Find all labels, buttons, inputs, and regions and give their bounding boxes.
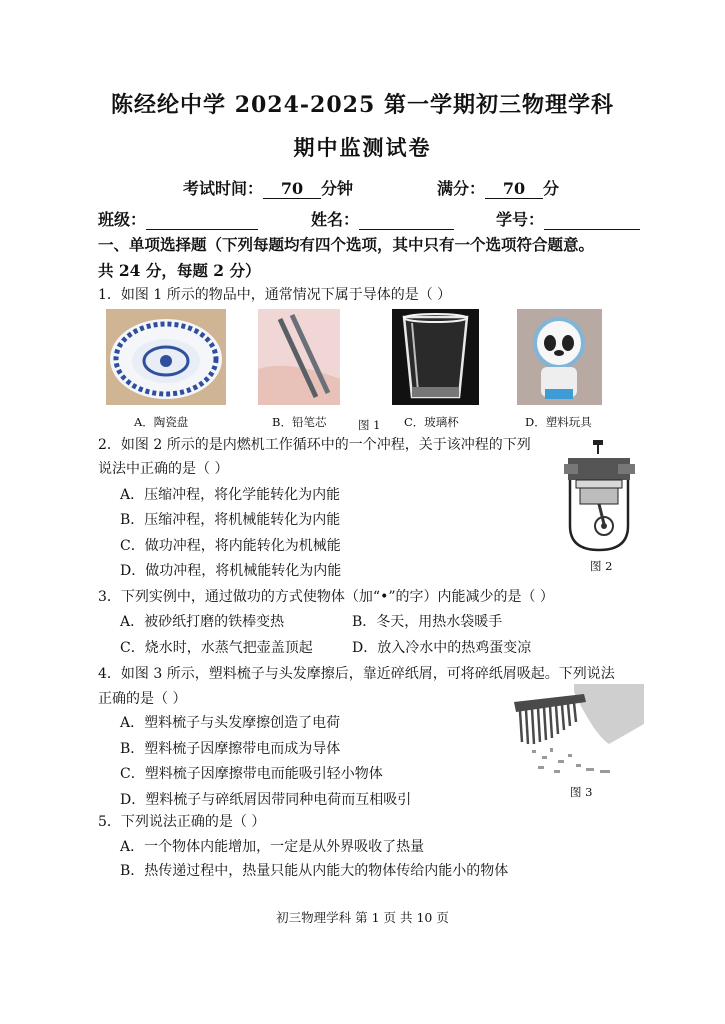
question-4-stem-line1: 4．如图 3 所示，塑料梳子与头发摩擦后，靠近碎纸屑，可将碎纸屑吸起。下列说法: [98, 666, 615, 682]
question-4-option-b: B．塑料梳子因摩擦带电而成为导体: [120, 741, 341, 757]
caption-b: B．铅笔芯: [272, 415, 327, 429]
question-2-option-a: A．压缩冲程，将化学能转化为内能: [120, 487, 341, 503]
section1-heading-line1: 一、单项选择题（下列每题均有四个选项，其中只有一个选项符合题意。: [98, 235, 595, 254]
question-4-stem-line2: 正确的是（ ）: [98, 691, 187, 707]
exam-title-line1: 陈经纶中学 2024-2025 第一学期初三物理学科: [111, 92, 614, 118]
question-5-option-b: B．热传递过程中，热量只能从内能大的物体传给内能小的物体: [120, 863, 509, 879]
ceramic-plate-image: [106, 309, 226, 405]
exam-time: 考试时间： 70 分钟: [183, 179, 354, 198]
student-id-field: 学号：: [496, 207, 640, 230]
full-score: 满分： 70 分: [437, 179, 560, 198]
full-score-value: 70: [485, 179, 543, 199]
figure-1-label: 图 1: [358, 418, 381, 432]
question-4-option-a: A．塑料梳子与头发摩擦创造了电荷: [120, 715, 341, 731]
section1-heading-line2: 共 24 分，每题 2 分）: [98, 261, 261, 280]
pencil-lead-image: [258, 309, 340, 405]
glass-cup-image: [392, 309, 479, 405]
question-2-option-c: C．做功冲程，将内能转化为机械能: [120, 538, 341, 554]
comb-image: [514, 684, 644, 780]
engine-diagram: [562, 440, 637, 555]
question-3-stem: 3．下列实例中，通过做功的方式使物体（加“•”的字）内能减少的是（ ）: [98, 589, 554, 605]
plastic-toy-image: [517, 309, 602, 405]
question-3-option-d: D．放入冷水中的热鸡蛋变凉: [352, 640, 532, 656]
question-4-option-c: C．塑料梳子因摩擦带电而能吸引轻小物体: [120, 766, 383, 782]
question-2-option-d: D．做功冲程，将机械能转化为内能: [120, 563, 342, 579]
question-1-stem: 1．如图 1 所示的物品中，通常情况下属于导体的是（ ）: [98, 287, 452, 303]
exam-title-line2: 期中监测试卷: [293, 135, 432, 160]
question-4-option-d: D．塑料梳子与碎纸屑因带同种电荷而互相吸引: [120, 792, 412, 808]
figure-3-label: 图 3: [570, 785, 593, 799]
question-5-stem: 5．下列说法正确的是（ ）: [98, 814, 266, 830]
caption-c: C．玻璃杯: [404, 415, 459, 429]
question-2-stem-line1: 2．如图 2 所示的是内燃机工作循环中的一个冲程，关于该冲程的下列: [98, 437, 531, 453]
class-field: 班级：: [98, 207, 258, 230]
page-footer: 初三物理学科 第 1 页 共 10 页: [276, 910, 449, 925]
question-2-stem-line2: 说法中正确的是（ ）: [98, 461, 229, 477]
name-field: 姓名：: [311, 207, 454, 230]
question-3-option-b: B．冬天，用热水袋暖手: [352, 614, 503, 630]
question-5-option-a: A．一个物体内能增加，一定是从外界吸收了热量: [120, 839, 425, 855]
question-3-option-c: C．烧水时，水蒸气把壶盖顶起: [120, 640, 313, 656]
caption-a: A．陶瓷盘: [134, 415, 189, 429]
question-3-option-a: A．被砂纸打磨的铁棒变热: [120, 614, 285, 630]
exam-time-value: 70: [263, 179, 321, 199]
question-2-option-b: B．压缩冲程，将机械能转化为内能: [120, 512, 341, 528]
caption-d: D．塑料玩具: [525, 415, 592, 429]
figure-2-label: 图 2: [590, 559, 613, 573]
